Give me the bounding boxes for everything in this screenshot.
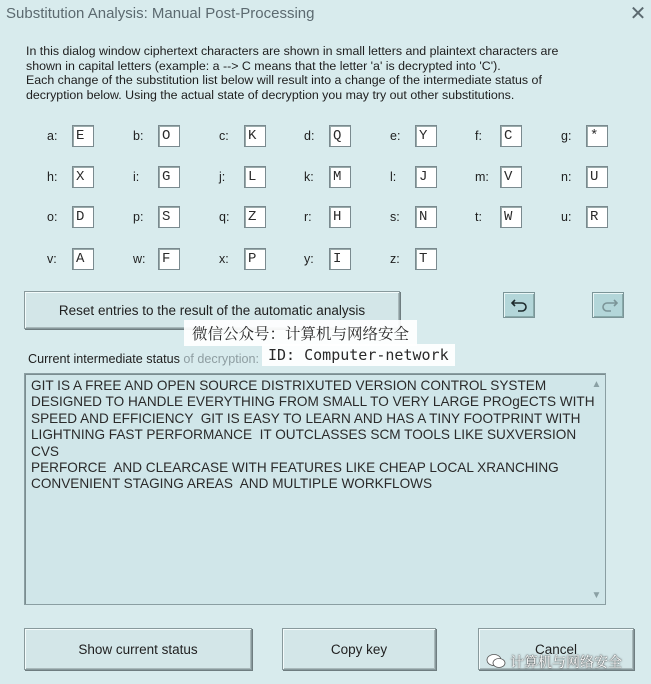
status-label — [28, 352, 259, 366]
substitution-input[interactable]: M — [329, 166, 351, 188]
substitution-letter-label: p: — [133, 210, 144, 224]
intro-line: Each change of the substitution list below will result into a change of the intermediate status of — [26, 73, 542, 88]
substitution-input[interactable]: V — [500, 166, 522, 188]
substitution-input[interactable]: W — [500, 206, 522, 228]
substitution-input[interactable]: Q — [329, 125, 351, 147]
substitution-letter-label: s: — [390, 210, 400, 224]
substitution-input[interactable]: A — [72, 248, 94, 270]
substitution-letter-label: w: — [133, 252, 146, 266]
substitution-input[interactable]: E — [72, 125, 94, 147]
substitution-input[interactable]: P — [244, 248, 266, 270]
substitution-input[interactable]: X — [72, 166, 94, 188]
substitution-cell — [561, 166, 613, 190]
substitution-cell — [304, 166, 356, 190]
substitution-letter-label: j: — [219, 170, 226, 184]
substitution-cell — [390, 125, 442, 149]
redo-button[interactable] — [592, 292, 624, 318]
substitution-cell — [133, 248, 185, 272]
scroll-down-icon[interactable]: ▼ — [591, 590, 602, 601]
watermark-overlay-id: ID: Computer-network — [262, 344, 455, 366]
substitution-input[interactable]: S — [158, 206, 180, 228]
substitution-letter-label: c: — [219, 129, 229, 143]
substitution-cell — [219, 248, 271, 272]
substitution-cell — [304, 206, 356, 230]
substitution-input[interactable]: Y — [415, 125, 437, 147]
substitution-cell — [390, 166, 442, 190]
substitution-input[interactable]: Z — [244, 206, 266, 228]
substitution-letter-label: o: — [47, 210, 58, 224]
substitution-cell — [219, 166, 271, 190]
substitution-letter-label: d: — [304, 129, 315, 143]
cancel-label: Cancel — [534, 642, 578, 657]
substitution-cell — [475, 206, 527, 230]
substitution-letter-label: g: — [561, 129, 572, 143]
scroll-up-icon[interactable]: ▲ — [591, 379, 602, 390]
substitution-letter-label: v: — [47, 252, 57, 266]
redo-icon — [600, 298, 618, 312]
substitution-cell — [47, 206, 99, 230]
substitution-letter-label: i: — [133, 170, 140, 184]
substitution-letter-label: h: — [47, 170, 58, 184]
status-label-text: Current intermediate status — [28, 352, 180, 366]
reset-entries-label: Reset entries to the result of the automatic analysis — [58, 303, 366, 318]
substitution-cell — [561, 125, 613, 149]
wechat-icon — [486, 653, 506, 669]
substitution-input[interactable]: R — [586, 206, 608, 228]
close-icon[interactable]: ✕ — [629, 3, 647, 25]
substitution-letter-label: q: — [219, 210, 230, 224]
substitution-input[interactable]: L — [244, 166, 266, 188]
substitution-letter-label: e: — [390, 129, 401, 143]
copy-key-label: Copy key — [330, 642, 388, 657]
show-current-status-button[interactable] — [24, 628, 252, 670]
substitution-cell — [133, 166, 185, 190]
watermark-footer-text: 计算机与网络安全 — [510, 655, 622, 671]
substitution-cell — [219, 125, 271, 149]
substitution-cell — [390, 248, 442, 272]
substitution-cell — [475, 125, 527, 149]
watermark-overlay-cn: 微信公众号：计算机与网络安全 — [184, 320, 417, 346]
show-current-status-label: Show current status — [78, 642, 198, 657]
substitution-letter-label: r: — [304, 210, 312, 224]
substitution-cell — [304, 248, 356, 272]
substitution-letter-label: a: — [47, 129, 58, 143]
substitution-letter-label: k: — [304, 170, 314, 184]
title-bar — [0, 0, 651, 30]
substitution-input[interactable]: C — [500, 125, 522, 147]
substitution-cell — [47, 248, 99, 272]
decryption-status-textarea[interactable]: GIT IS A FREE AND OPEN SOURCE DISTRIXUTED VERSION CONTROL SYSTEM DESIGNED TO HANDLE EVERYTHING FROM SMALL TO VERY LARGE PROgECTS WITH SPEED AND EFFICIENCY GIT IS EASY TO LEARN AND HAS A TINY FOOTPRINT WITH LIGHTNING FAST PERFORMANCE IT OUTCLASSES SCM TOOLS LIKE SUXVERSION CVS PERFORCE AND CLEARCASE WITH FEATURES LIKE CHEAP LOCAL XRANCHING CONVENIENT STAGING AREAS AND MULTIPLE WORKFLOWS — [24, 373, 606, 605]
substitution-letter-label: z: — [390, 252, 400, 266]
substitution-letter-label: l: — [390, 170, 397, 184]
substitution-cell — [561, 206, 613, 230]
textarea-scrollbar[interactable] — [588, 374, 605, 604]
substitution-letter-label: t: — [475, 210, 482, 224]
substitution-letter-label: y: — [304, 252, 314, 266]
substitution-cell — [47, 125, 99, 149]
intro-text — [26, 44, 626, 102]
substitution-input[interactable]: T — [415, 248, 437, 270]
substitution-letter-label: m: — [475, 170, 489, 184]
substitution-input[interactable]: N — [415, 206, 437, 228]
undo-button[interactable] — [503, 292, 535, 318]
copy-key-button[interactable] — [282, 628, 436, 670]
substitution-cell — [390, 206, 442, 230]
substitution-input[interactable]: K — [244, 125, 266, 147]
substitution-input[interactable]: J — [415, 166, 437, 188]
substitution-cell — [133, 206, 185, 230]
intro-line: decryption below. Using the actual state of decryption you may try out other substitutions. — [26, 87, 515, 102]
window-title: Substitution Analysis: Manual Post-Processing — [6, 5, 315, 22]
substitution-letter-label: x: — [219, 252, 229, 266]
substitution-letter-label: u: — [561, 210, 572, 224]
substitution-input[interactable]: D — [72, 206, 94, 228]
substitution-input[interactable]: H — [329, 206, 351, 228]
substitution-cell — [304, 125, 356, 149]
substitution-cell — [133, 125, 185, 149]
substitution-input[interactable]: I — [329, 248, 351, 270]
substitution-cell — [219, 206, 271, 230]
substitution-input[interactable]: F — [158, 248, 180, 270]
substitution-letter-label: b: — [133, 129, 144, 143]
substitution-cell — [47, 166, 99, 190]
substitution-input[interactable]: U — [586, 166, 608, 188]
undo-icon — [511, 298, 529, 312]
intro-line: shown in capital letters (example: a --> C means that the letter 'a' is decrypted into 'C'). — [26, 58, 501, 73]
substitution-letter-label: n: — [561, 170, 572, 184]
substitution-input[interactable]: G — [158, 166, 180, 188]
substitution-cell — [475, 166, 527, 190]
intro-line: In this dialog window ciphertext characters are shown in small letters and plaintext characters are — [26, 44, 559, 58]
status-label-faint: of decryption: — [183, 352, 260, 366]
substitution-input[interactable]: O — [158, 125, 180, 147]
watermark-footer — [486, 652, 622, 672]
substitution-input[interactable]: * — [586, 125, 608, 147]
substitution-letter-label: f: — [475, 129, 482, 143]
